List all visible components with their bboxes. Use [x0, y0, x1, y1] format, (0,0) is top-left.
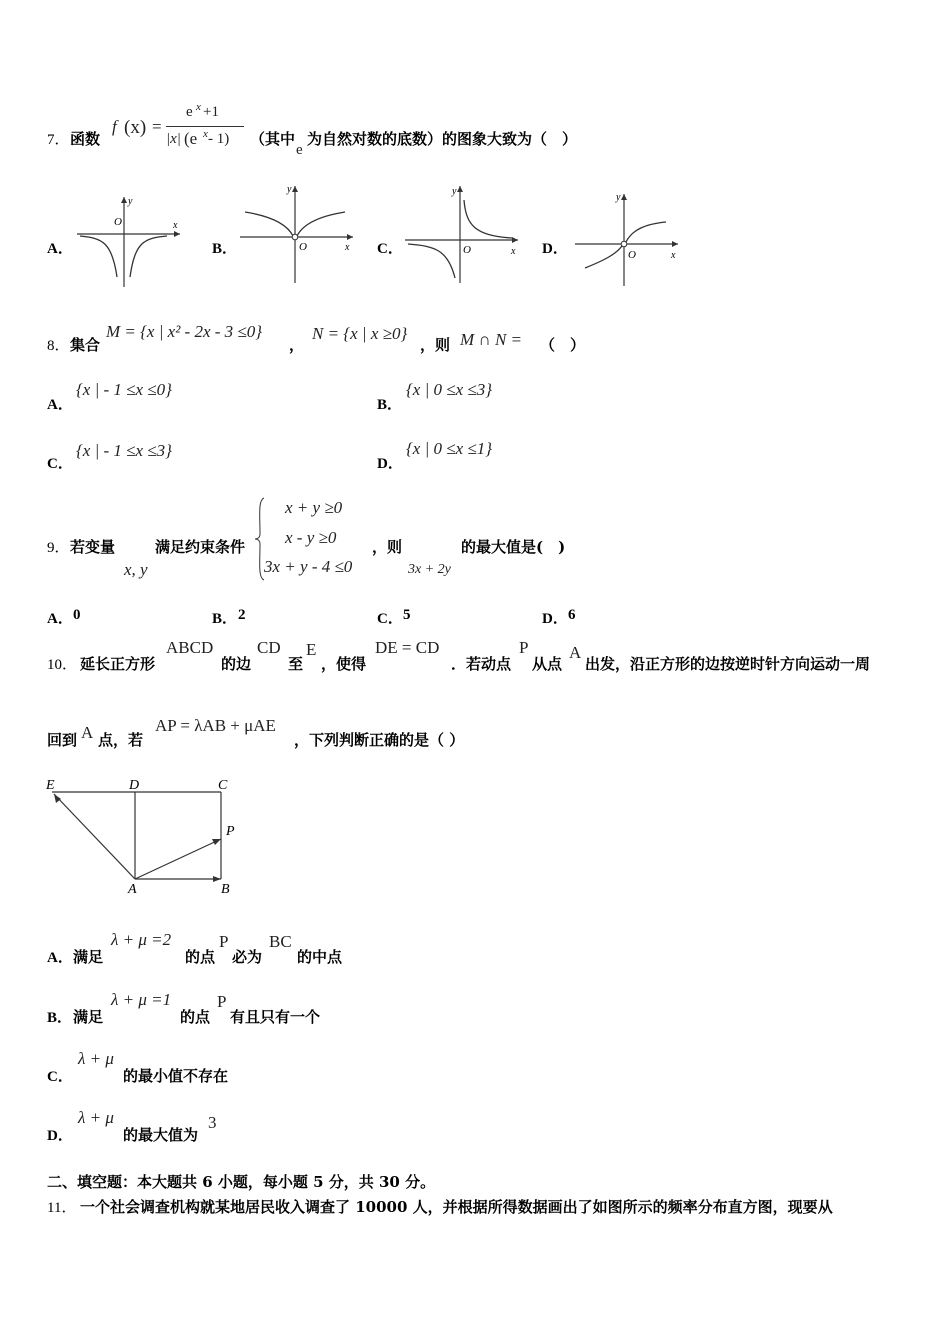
q7-note-b: 为自然对数的底数）的图象大致为（ ）: [307, 130, 578, 148]
q10-option-a-sym: P: [219, 932, 229, 951]
q10-option-a-pre: 满足: [73, 948, 104, 966]
q10-option-d-math: λ + μ: [78, 1108, 114, 1127]
q8-option-d-label: D．: [377, 456, 403, 472]
q10-line2-a-sym: A: [81, 723, 94, 742]
q8-lead: 集合: [70, 336, 101, 354]
q7-option-c-label: C．: [377, 241, 403, 257]
q10-e: E: [306, 640, 317, 659]
q10-option-b-mid: 的点: [180, 1008, 211, 1026]
q8-expr: M ∩ N =: [460, 330, 522, 349]
q7-graph-c-x: x: [511, 246, 516, 257]
q10-option-d-post: 的最大值为: [123, 1126, 199, 1144]
q10-fig-d: D: [129, 778, 140, 793]
q7-option-b-label: B．: [212, 241, 238, 257]
q7-num-sup: x: [196, 101, 201, 113]
q8-number: 8．: [47, 338, 70, 354]
q7-graph-b-origin: O: [299, 241, 307, 253]
q10-option-a-post: 的中点: [297, 948, 343, 966]
q9-cond: 满足约束条件: [155, 538, 246, 556]
q7-e-symbol: e: [296, 142, 303, 158]
q10-fig-e: E: [46, 778, 55, 793]
q7-graph-d-y: y: [616, 192, 621, 203]
q10-fig-b: B: [221, 882, 230, 897]
q7-note-a: （其中: [250, 130, 296, 148]
q9-target: 3x + 2y: [408, 562, 451, 577]
q10-p4: ，使得: [321, 655, 367, 673]
q10-option-b-label: B．: [47, 1010, 73, 1026]
q10-figure: [40, 772, 250, 897]
q8-option-c-label: C．: [47, 456, 73, 472]
q8-option-b-label: B．: [377, 397, 403, 413]
q10-option-b-pre: 满足: [73, 1008, 104, 1026]
q9-option-b-value: 2: [238, 607, 246, 623]
q10-a-sym: A: [569, 643, 582, 662]
q9-ineq-2: x - y ≥0: [285, 528, 337, 547]
q9-option-c-label: C．: [377, 611, 403, 627]
q7-graph-a-y: y: [128, 196, 133, 207]
q8-option-b-value: {x | 0 ≤x ≤3}: [406, 380, 493, 399]
q7-graph-d: [570, 186, 685, 288]
section-2-heading: 二、填空题：本大题共 6 小题，每小题 5 分，共 30 分。: [47, 1173, 436, 1191]
q7-numerator: e: [186, 104, 193, 120]
q10-p3: 至: [288, 655, 304, 673]
q10-option-b-sym: P: [217, 992, 227, 1011]
q9-option-b-label: B．: [212, 611, 238, 627]
q10-option-b-post: 有且只有一个: [230, 1008, 321, 1026]
q7-option-d-label: D．: [542, 241, 568, 257]
q7-option-a-label: A．: [47, 241, 73, 257]
q8-option-a-label: A．: [47, 397, 73, 413]
q8-option-a-value: {x | - 1 ≤x ≤0}: [76, 380, 172, 399]
q10-option-a-mid2: 必为: [232, 948, 263, 966]
q9-tail: 的最大值是( ): [461, 538, 566, 556]
q7-graph-d-origin: O: [628, 249, 636, 261]
q10-option-a-label: A．: [47, 950, 73, 966]
q9-lead: 若变量: [70, 538, 116, 556]
q10-option-d-label: D．: [47, 1128, 73, 1144]
q7-arg: (x): [124, 117, 147, 138]
q10-option-c-math: λ + μ: [78, 1049, 114, 1068]
q7-graph-a-x: x: [173, 220, 178, 231]
q7-graph-a: [72, 192, 187, 292]
q9-option-a-value: 0: [73, 607, 81, 623]
q10-option-a-mid: 的点: [185, 948, 216, 966]
q7-den-tail: - 1): [208, 131, 230, 147]
q7-fraction-bar: [166, 126, 244, 127]
q8-comma: ，: [289, 336, 305, 354]
q7-graph-d-x: x: [671, 250, 676, 261]
q7-graph-b-x: x: [345, 242, 350, 253]
q10-option-d-sym: 3: [208, 1113, 217, 1132]
q10-fig-p: P: [226, 824, 235, 839]
q9-vars: x, y: [124, 560, 148, 579]
q7-den-abs: |x|: [166, 131, 181, 147]
q8-then: ，则: [420, 336, 451, 354]
q10-option-c-label: C．: [47, 1069, 73, 1085]
q10-line2-a: 回到: [47, 731, 78, 749]
q7-den-sup: x: [203, 128, 208, 140]
q10-abcd: ABCD: [166, 638, 214, 657]
q9-ineq-1: x + y ≥0: [285, 498, 343, 517]
q7-eq: =: [152, 117, 162, 136]
q10-p1: 延长正方形: [80, 655, 156, 673]
q8-blank: （ ）: [540, 336, 586, 354]
q10-p7: 出发，沿正方形的边按逆时针方向运动一周: [585, 655, 871, 673]
q10-option-c-post: 的最小值不存在: [123, 1067, 229, 1085]
q10-option-b-math: λ + μ =1: [111, 990, 172, 1009]
q7-graph-c: [400, 180, 525, 285]
q11-text: 一个社会调查机构就某地居民收入调查了 10000 人，并根据所得数据画出了如图所示的频率分布直方图，现要从: [80, 1198, 833, 1216]
q9-number: 9．: [47, 540, 70, 556]
q7-graph-b: [235, 180, 360, 285]
q8-option-c-value: {x | - 1 ≤x ≤3}: [76, 441, 172, 460]
q10-fig-c: C: [218, 778, 228, 793]
q10-p6: 从点: [532, 655, 563, 673]
q10-p2: 的边: [221, 655, 252, 673]
q7-graph-c-origin: O: [463, 244, 471, 256]
q7-den-open: (e: [184, 129, 198, 148]
q10-fig-a: A: [128, 882, 137, 897]
q9-option-d-label: D．: [542, 611, 568, 627]
q8-set-n: N = {x | x ≥0}: [312, 324, 408, 343]
q7-graph-a-origin: O: [114, 216, 122, 228]
q7-graph-b-y: y: [287, 184, 292, 195]
q11-number: 11．: [47, 1200, 77, 1216]
q7-lead: 函数: [70, 130, 101, 148]
q7-num-tail: +1: [203, 104, 219, 120]
q7-formula: [108, 101, 248, 156]
q10-de-eq: DE = CD: [375, 638, 440, 657]
q9-option-a-label: A．: [47, 611, 73, 627]
q8-option-d-value: {x | 0 ≤x ≤1}: [406, 439, 493, 458]
q10-option-a-math: λ + μ =2: [111, 930, 172, 949]
q10-ap-expr: AP = λAB + μAE: [155, 716, 276, 735]
q8-set-m: M = {x | x² - 2x - 3 ≤0}: [106, 322, 263, 341]
q10-number: 10．: [47, 657, 78, 673]
q10-line2-c: ，下列判断正确的是（ ）: [294, 731, 465, 749]
q9-option-c-value: 5: [403, 607, 411, 623]
q10-line2-b: 点，若: [98, 731, 144, 749]
q10-p-sym: P: [519, 638, 529, 657]
q10-option-a-sym2: BC: [269, 932, 292, 951]
q10-cd: CD: [257, 638, 281, 657]
q9-then: ，则: [372, 538, 403, 556]
q7-f: f: [112, 117, 117, 136]
q10-p5: ．若动点: [451, 655, 512, 673]
q7-graph-c-y: y: [452, 186, 457, 197]
q7-number: 7．: [47, 132, 70, 148]
q9-ineq-3: 3x + y - 4 ≤0: [264, 557, 353, 576]
q9-option-d-value: 6: [568, 607, 576, 623]
